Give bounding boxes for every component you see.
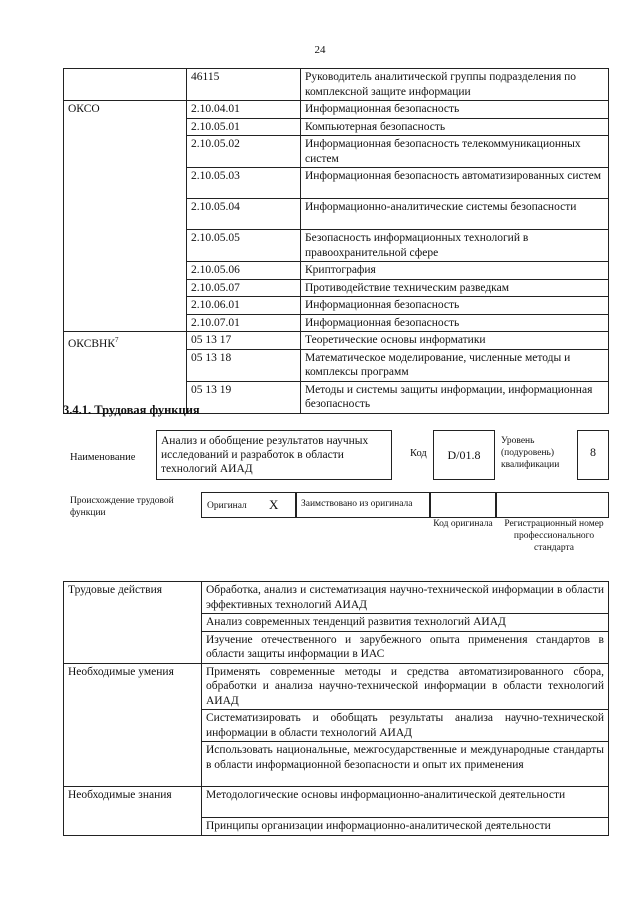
table-row xyxy=(64,582,609,614)
labor-action-item: Анализ современных тенденций развития технологий АИАД xyxy=(202,614,609,632)
code-cell: 46115 xyxy=(187,69,301,101)
origin-code-cell xyxy=(430,492,496,518)
name-cell: Информационная безопасность автоматизированных систем xyxy=(301,168,609,199)
code-cell: 2.10.06.01 xyxy=(187,297,301,315)
code-cell: 05 13 17 xyxy=(187,332,301,350)
name-cell: Безопасность информационных технологий в правоохранительной сфере xyxy=(301,230,609,262)
labor-actions-label: Трудовые действия xyxy=(64,582,202,664)
name-cell: Компьютерная безопасность xyxy=(301,118,609,136)
name-cell: Информационно-аналитические системы безопасности xyxy=(301,199,609,230)
skill-item: Систематизировать и обобщать результаты анализа научно-технической информации в области технологий АИАД xyxy=(202,710,609,742)
code-cell: 2.10.05.06 xyxy=(187,262,301,280)
classification-codes-table xyxy=(63,68,609,414)
name-cell: Математическое моделирование, численные методы и комплексы программ xyxy=(301,349,609,381)
labor-action-item: Изучение отечественного и зарубежного опыта применения стандартов в области защиты информации в ИАС xyxy=(202,631,609,663)
reg-number-cell xyxy=(496,492,609,518)
origin-code-caption: Код оригинала xyxy=(433,519,493,529)
code-label: Код xyxy=(410,448,427,459)
page-number: 24 xyxy=(314,44,326,56)
function-name-box: Анализ и обобщение результатов научных исследований и разработок в области технологий АИАД xyxy=(156,430,392,480)
origin-label: Происхождение трудовой функции xyxy=(70,496,174,518)
code-cell: 2.10.07.01 xyxy=(187,314,301,332)
knowledge-item: Методологические основы информационно-аналитической деятельности xyxy=(202,787,609,818)
table-row xyxy=(64,69,609,101)
code-cell: 2.10.04.01 xyxy=(187,101,301,119)
original-label: Оригинал xyxy=(207,501,247,511)
table-row xyxy=(64,101,609,119)
code-cell: 2.10.05.04 xyxy=(187,199,301,230)
oksvnk-group-cell xyxy=(64,332,187,414)
level-value-box: 8 xyxy=(577,430,609,480)
name-cell: Криптография xyxy=(301,262,609,280)
name-cell: Противодействие техническим разведкам xyxy=(301,279,609,297)
footnote-marker: 7 xyxy=(115,336,119,344)
code-cell: 2.10.05.05 xyxy=(187,230,301,262)
original-cell xyxy=(201,492,296,518)
name-cell: Информационная безопасность xyxy=(301,101,609,119)
code-cell: 05 13 18 xyxy=(187,349,301,381)
code-cell: 2.10.05.03 xyxy=(187,168,301,199)
name-cell: Информационная безопасность телекоммуникационных систем xyxy=(301,136,609,168)
oksvnk-label: ОКСВНК xyxy=(68,337,116,350)
code-cell: 2.10.05.07 xyxy=(187,279,301,297)
name-cell: Информационная безопасность xyxy=(301,314,609,332)
reg-number-caption: Регистрационный номер профессионального стандарта xyxy=(504,519,604,553)
name-cell: Информационная безопасность xyxy=(301,297,609,315)
table-row xyxy=(64,787,609,818)
table-row xyxy=(64,663,609,710)
labor-action-item: Обработка, анализ и систематизация научно-технической информации в области эффективных технологий АИАД xyxy=(202,582,609,614)
name-cell: Руководитель аналитической группы подразделения по комплексной защите информации xyxy=(301,69,609,101)
skill-item: Применять современные методы и средства автоматизированного сбора, обработки и анализа научно-технической информации в области технологий АИАД xyxy=(202,663,609,710)
name-cell: Теоретические основы информатики xyxy=(301,332,609,350)
level-label: Уровень (подуровень) квалификации xyxy=(501,436,560,470)
name-label: Наименование xyxy=(70,452,136,463)
knowledge-item: Принципы организации информационно-аналитической деятельности xyxy=(202,818,609,836)
okso-group-cell: ОКСО xyxy=(64,101,187,332)
code-cell: 2.10.05.01 xyxy=(187,118,301,136)
name-cell: Методы и системы защиты информации, информационная безопасность xyxy=(301,381,609,413)
borrowed-cell xyxy=(296,492,430,518)
skills-label: Необходимые умения xyxy=(64,663,202,787)
group-cell xyxy=(64,69,187,101)
table-row xyxy=(64,332,609,350)
code-cell: 2.10.05.02 xyxy=(187,136,301,168)
function-code-box: D/01.8 xyxy=(433,430,495,480)
code-cell: 05 13 19 xyxy=(187,381,301,413)
skill-item: Использовать национальные, межгосударственные и международные стандарты в области информационной безопасности и опыт их применения xyxy=(202,742,609,787)
original-mark: X xyxy=(269,497,279,512)
section-heading: 3.4.1. Трудовая функция xyxy=(63,403,200,417)
knowledge-label: Необходимые знания xyxy=(64,787,202,836)
labor-function-details-table xyxy=(63,581,609,836)
borrowed-label: Заимствовано из оригинала xyxy=(301,499,413,509)
